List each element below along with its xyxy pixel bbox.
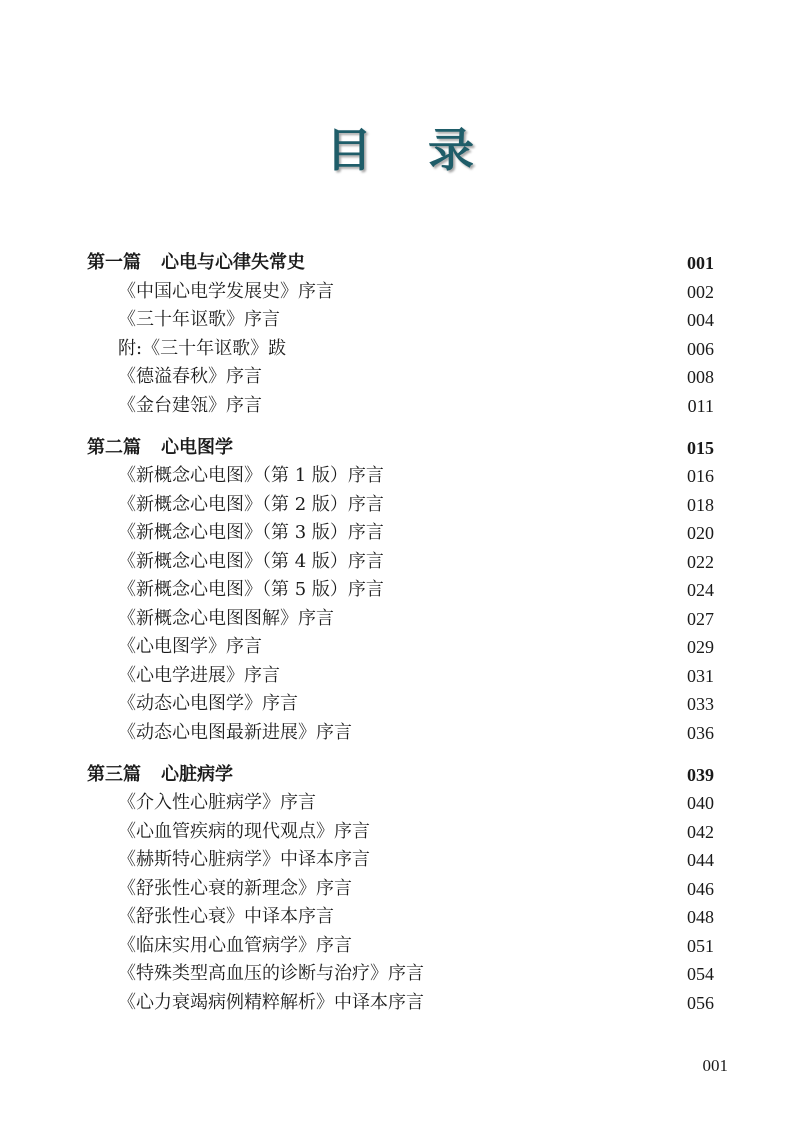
toc-section <box>87 761 714 1018</box>
entry-title: 《心电学进展》序言 <box>118 664 280 686</box>
toc-entry <box>87 306 714 335</box>
entry-page-number: 011 <box>687 395 714 416</box>
toc-entry <box>87 392 714 421</box>
toc-entry <box>87 846 714 875</box>
toc-entry <box>87 719 714 748</box>
toc-entry <box>87 605 714 634</box>
entry-title: 《新概念心电图图解》序言 <box>118 607 334 629</box>
toc-section-heading <box>87 249 714 278</box>
toc-entry <box>87 903 714 932</box>
entry-page-number: 008 <box>687 367 714 387</box>
toc-entry <box>87 989 714 1018</box>
section-heading-label <box>87 434 233 463</box>
entry-page-number: 027 <box>687 608 714 629</box>
entry-title: 《德溢春秋》序言 <box>118 366 262 387</box>
section-page-number: 001 <box>687 253 714 273</box>
toc-entry <box>87 818 714 847</box>
entry-page-number: 016 <box>687 466 714 486</box>
section-heading-label <box>87 761 233 790</box>
entry-page-number: 018 <box>687 494 714 515</box>
entry-title: 附:《三十年讴歌》跋 <box>118 337 287 359</box>
entry-page-number: 054 <box>687 964 714 984</box>
entry-page-number: 051 <box>687 935 714 956</box>
toc-entry <box>87 875 714 904</box>
entry-title: 《新概念心电图》（第 2 版）序言 <box>118 493 384 515</box>
toc-entry <box>87 335 714 364</box>
entry-page-number: 044 <box>687 850 714 870</box>
toc-section-heading <box>87 761 714 790</box>
entry-title: 《金台建瓴》序言 <box>118 394 262 416</box>
entry-page-number: 056 <box>687 992 714 1013</box>
toc-entry <box>87 932 714 961</box>
entry-page-number: 006 <box>687 338 714 359</box>
toc-entry <box>87 491 714 520</box>
footer-page-number: 001 <box>702 1056 728 1075</box>
entry-title: 《心力衰竭病例精粹解析》中译本序言 <box>118 991 424 1013</box>
entry-page-number: 022 <box>687 551 714 572</box>
section-number: 第三篇 <box>87 763 141 785</box>
entry-page-number: 002 <box>687 281 714 302</box>
toc-section <box>87 249 714 420</box>
entry-title: 《动态心电图最新进展》序言 <box>118 721 352 743</box>
entry-title: 《新概念心电图》（第 1 版）序言 <box>118 465 384 486</box>
section-title: 心脏病学 <box>161 763 233 785</box>
entry-page-number: 046 <box>687 878 714 899</box>
section-title: 心电与心律失常史 <box>161 252 305 273</box>
toc-entry <box>87 278 714 307</box>
entry-page-number: 029 <box>687 637 714 657</box>
page-title <box>0 118 800 182</box>
toc-entry <box>87 960 714 989</box>
entry-page-number: 048 <box>687 907 714 927</box>
toc-entry <box>87 462 714 491</box>
entry-title: 《新概念心电图》（第 4 版）序言 <box>118 550 384 572</box>
entry-title: 《新概念心电图》（第 3 版）序言 <box>118 522 384 543</box>
entry-title: 《赫斯特心脏病学》中译本序言 <box>118 849 370 870</box>
entry-title: 《心电图学》序言 <box>118 636 262 657</box>
entry-title: 《特殊类型高血压的诊断与治疗》序言 <box>118 963 424 984</box>
entry-title: 《心血管疾病的现代观点》序言 <box>118 820 370 842</box>
table-of-contents <box>87 249 714 1017</box>
entry-title: 《动态心电图学》序言 <box>118 693 298 714</box>
entry-page-number: 033 <box>687 694 714 714</box>
entry-page-number: 042 <box>687 821 714 842</box>
section-page-number: 039 <box>687 764 714 785</box>
toc-entry <box>87 548 714 577</box>
entry-title: 《舒张性心衰的新理念》序言 <box>118 877 352 899</box>
entry-page-number: 031 <box>687 665 714 686</box>
entry-page-number: 024 <box>687 580 714 600</box>
toc-entry <box>87 576 714 605</box>
entry-title: 《中国心电学发展史》序言 <box>118 280 334 302</box>
toc-entry <box>87 789 714 818</box>
toc-entry <box>87 633 714 662</box>
toc-section <box>87 434 714 748</box>
entry-title: 《舒张性心衰》中译本序言 <box>118 906 334 927</box>
entry-title: 《临床实用心血管病学》序言 <box>118 934 352 956</box>
toc-section-heading <box>87 434 714 463</box>
entry-title: 《新概念心电图》（第 5 版）序言 <box>118 579 384 600</box>
toc-entry <box>87 519 714 548</box>
entry-title: 《介入性心脏病学》序言 <box>118 792 316 813</box>
section-heading-label <box>87 249 305 278</box>
entry-page-number: 004 <box>687 310 714 330</box>
section-number: 第一篇 <box>87 252 141 273</box>
entry-title: 《三十年讴歌》序言 <box>118 309 280 330</box>
page-title-char: 目 <box>326 123 372 177</box>
toc-entry <box>87 363 714 392</box>
entry-page-number: 036 <box>687 722 714 743</box>
entry-page-number: 040 <box>687 793 714 813</box>
section-number: 第二篇 <box>87 436 141 458</box>
page-title-char: 录 <box>428 123 474 177</box>
entry-page-number: 020 <box>687 523 714 543</box>
toc-entry <box>87 690 714 719</box>
toc-entry <box>87 662 714 691</box>
section-page-number: 015 <box>687 437 714 458</box>
section-title: 心电图学 <box>161 436 233 458</box>
